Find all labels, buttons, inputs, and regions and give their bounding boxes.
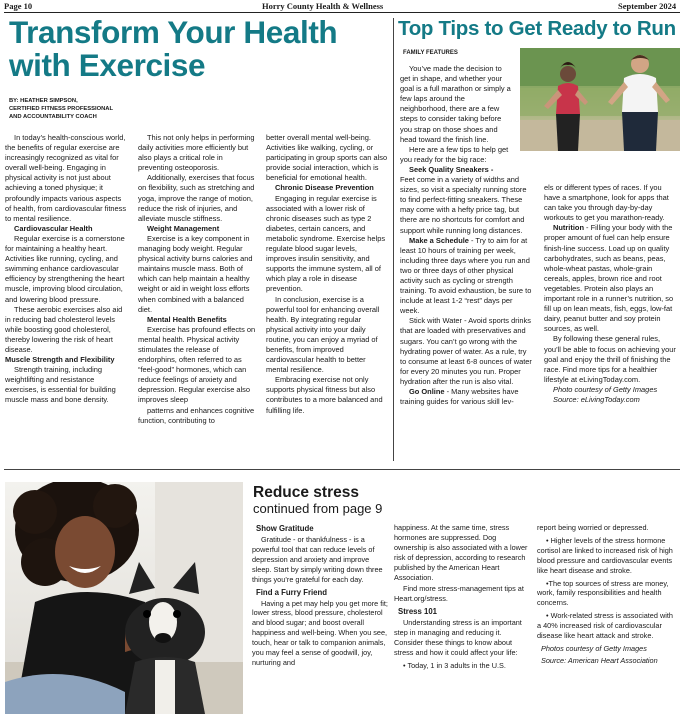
paragraph: Here are a few tips to help get you ready for the big race: — [400, 144, 509, 164]
paragraph: • Work-related stress is associated with a 40% increased risk of cardiovascular disease like heart attack and stroke. — [537, 611, 673, 641]
source-credit: Source: eLivingToday.com — [553, 394, 640, 404]
paragraph: By following these general rules, you’ll be able to focus on achieving your goal and enjoy the thrill of finishing the race. Find more tips for a healthier lifestyle at eLivingToday.com. — [544, 334, 676, 384]
byline-line: BY: HEATHER SIMPSON, — [9, 98, 78, 104]
paragraph: patterns and enhances cognitive function, contributing to — [138, 405, 255, 425]
paragraph: • Higher levels of the stress hormone cortisol are linked to increased risk of high blood pressure and cardiovascular events like heart disease and stroke. — [537, 535, 673, 575]
paragraph — [400, 387, 532, 407]
paragraph: Exercise is a key component in managing body weight. Regular physical activity burns calories and maintains muscle mass. Both of which can help maintain a healthy weight or aid in weight loss efforts when combined with a balanced diet. — [138, 233, 253, 314]
tip-text: - Try to aim for at least 10 hours of training per week, including three days where you run and two or three days of other physical activity such as cycling or strength training. To avoid exhaustion, be sure to include at least 1-2 “rest” days per week. — [400, 235, 532, 316]
paragraph — [400, 236, 532, 317]
article-title-exercise: Transform Your Health with Exercise — [9, 14, 338, 83]
article2-column-2 — [544, 183, 678, 405]
tip-text: - Many websites have training guides for various skill lev- — [400, 387, 519, 407]
paragraph: Understanding stress is an important step in managing and reducing it. Consider these things to know about stress and how it could affect your life: — [394, 618, 522, 657]
paragraph: Stick with Water - Avoid sports drinks that are loaded with preservatives and sugars. You can’t go wrong with the hydrating power of water. As a rule, try to consume at least 6-8 ounces of water for every 20 minutes you run. Proper hydration after the run is also vital. — [400, 316, 532, 386]
tip-label: Nutrition — [553, 223, 584, 233]
tip-label: Make a Schedule — [409, 235, 469, 245]
paragraph: Exercise has profound effects on mental health. Physical activity stimulates the release of endorphins, often referred to as “feel-good” hormones, which can reduce feelings of anxiety and depression. Regular exercise also improves sleep — [138, 324, 256, 405]
article3-column-3 — [537, 523, 678, 666]
tip-label: Go Online — [409, 387, 445, 396]
paragraph: better overall mental well-being. Activities like walking, cycling, or participating in group sports can also provide social interaction, which is beneficial for emotional health. — [266, 133, 388, 183]
article3-column-1 — [252, 523, 390, 668]
paragraph: Feet come in a variety of widths and sizes, so visit a specialty running store to find perfect-fitting sneakers. These may come with a hefty price tag, but there are no shortcuts for comfort and support while running long distances. — [400, 175, 527, 235]
paragraph: Embracing exercise not only supports physical fitness but also contributes to a more balanced and fulfilling life. — [266, 375, 383, 415]
publication-name: Horry County Health & Wellness — [262, 1, 384, 11]
byline-line: AND ACCOUNTABILITY COACH — [9, 114, 97, 121]
paragraph: Find more stress-management tips at Heart.org/stress. — [394, 584, 524, 604]
paragraph: Engaging in regular exercise is associated with a lower risk of chronic diseases such as type 2 diabetes, certain cancers, and metabolic syndrome. Exercise helps regulate blood sugar levels, improves insulin sensitivity, and supports the immune system, all of which play a role in disease prevention. — [266, 193, 386, 294]
article-byline: FAMILY FEATURES — [403, 50, 458, 56]
paragraph: Gratitude - or thankfulness - is a powerful tool that can reduce levels of depression and anxiety and improve sleep. Start by simply writing down three things you’re grateful for each day. — [252, 535, 383, 584]
article-title-run: Top Tips to Get Ready to Run — [398, 17, 676, 40]
runners-photo — [520, 48, 680, 151]
paragraph: report being worried or depressed. — [537, 523, 649, 532]
paragraph: This not only helps in performing daily activities more efficiently but also plays a critical role in preventing osteoporosis. — [138, 133, 255, 173]
paragraph: In today’s health-conscious world, the benefits of regular exercise are increasingly recognized as vital for overall well-being. Engaging in physical activity is not just about achieving a toned physique; it profoundly impacts various aspects of health, from cardiovascular fitness to mental resilience. — [5, 133, 127, 223]
photo-credit: Photos courtesy of Getty Images — [541, 643, 647, 653]
paragraph: In conclusion, exercise is a powerful tool for enhancing overall health. By integrating regular physical activity into your daily routine, you can enjoy a myriad of benefits, from improved cardiovascular health to better mental resilience. — [266, 294, 380, 375]
subheading: Weight Management — [147, 223, 220, 233]
paragraph: Strength training, including weightlifting and resistance exercises, is essential for building muscle mass and bone density. — [5, 365, 116, 405]
article3-column-2 — [394, 523, 528, 671]
paragraph: • Today, 1 in 3 adults in the U.S. — [403, 660, 506, 670]
issue-date: September 2024 — [618, 1, 677, 11]
article-subtitle: continued from page 9 — [253, 501, 383, 516]
subheading: Find a Furry Friend — [256, 587, 328, 597]
subheading: Chronic Disease Prevention — [275, 183, 374, 193]
paragraph: •The top sources of stress are money, work, family responsibilities and health concerns. — [537, 578, 669, 608]
woman-with-dog-photo — [5, 482, 243, 714]
paragraph — [544, 223, 678, 334]
photo-credit: Photo courtesy of Getty Images — [553, 384, 658, 394]
article-byline — [9, 97, 169, 122]
byline-line: CERTIFIED FITNESS PROFESSIONAL — [9, 106, 114, 113]
page-number: Page 10 — [4, 1, 33, 11]
subheading: Seek Quality Sneakers - — [409, 164, 494, 174]
paragraph: Additionally, exercises that focus on flexibility, such as stretching and yoga, improve the range of motion, reduce the risk of injuries, and alleviate muscle stiffness. — [138, 173, 255, 223]
paragraph: Regular exercise is a cornerstone for maintaining a healthy heart. Activities like running, cycling, and swimming enhance cardiovascular efficiency by strengthening the heart muscle, improving blood circulation, and lowering blood pressure. — [5, 233, 125, 304]
header-rule — [4, 12, 680, 13]
woman-dog-illustration — [5, 482, 243, 714]
subheading: Cardiovascular Health — [14, 223, 93, 233]
subheading: Mental Health Benefits — [147, 314, 227, 324]
subheading: Stress 101 — [398, 607, 438, 617]
column-divider — [393, 18, 394, 461]
paragraph: These aerobic exercises also aid in reducing bad cholesterol levels while boosting good cholesterol, thereby lowering the risk of heart disease. — [5, 304, 123, 354]
paragraph: happiness. At the same time, stress hormones are suppressed. Dog ownership is also associated with a lower risk of depression, according to research published by the American Heart Association. — [394, 523, 528, 582]
section-divider — [4, 469, 680, 470]
article-title-stress: Reduce stress — [253, 484, 359, 501]
article1-column-3 — [266, 133, 388, 416]
runners-illustration — [520, 48, 680, 151]
subheading: Muscle Strength and Flexibility — [5, 355, 115, 365]
paragraph: Having a pet may help you get more fit; lower stress, blood pressure, cholesterol and blood sugar; and boost overall happiness and well-being. When you see, touch, hear or talk to companion animals, you may feel a sense of goodwill, joy, nurturing and — [252, 598, 388, 667]
article1-column-2 — [138, 133, 256, 426]
paragraph: els or different types of races. If you have a smartphone, look for apps that can take you through day-by-day workouts to get you marathon-ready. — [544, 183, 669, 223]
article2-column-1 — [400, 64, 532, 407]
article1-column-1 — [5, 133, 129, 406]
subheading: Show Gratitude — [256, 524, 314, 533]
source-credit: Source: American Heart Association — [541, 655, 658, 665]
tip-text: - Filling your body with the proper amount of fuel can help ensure finish-line success. Load up on quality carbohydrates, such as beans, peas, whole-wheat pastas, whole-grain cereals, apples, brown rice and root vegetables. Protein also plays an important role in a runner’s nutrition, so fill up on lean meats, fish, eggs, low-fat dairy, peanut butter and soy protein sources, as well. — [544, 223, 674, 334]
paragraph: You’ve made the decision to get in shape, and whether your goal is a full marathon or simply a few laps around the neighborhood, there are a few steps to consider taking before you strap on those shoes and head toward the finish line. — [400, 64, 511, 144]
